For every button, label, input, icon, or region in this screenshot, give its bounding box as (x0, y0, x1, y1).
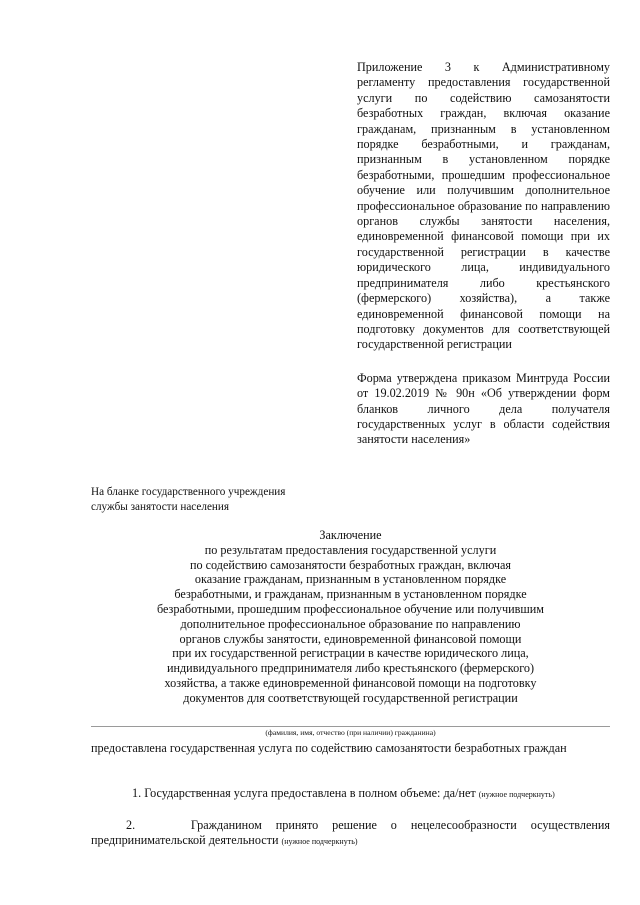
heading-line: при их государственной регистрации в качестве юридического лица, (172, 646, 529, 661)
heading-line: оказание гражданам, признанным в установленном порядке (194, 572, 507, 587)
item-1-text: Государственная услуга предоставлена в полном объеме: да/нет (144, 786, 476, 800)
item-2-text: Гражданином принято решение о нецелесообразности осуществления предпринимательской деятельности (91, 818, 611, 848)
heading-line: документов для соответствующей государственной регистрации (183, 690, 518, 705)
document-heading (91, 528, 610, 706)
form-approval-note: Форма утверждена приказом Минтруда России от 19.02.2019 № 90н «Об утверждении форм бланков личного дела получателя государственных услуг в области содействия занятости населения» (357, 370, 610, 447)
heading-line: безработными, прошедшим профессиональное обучение или получившим (156, 601, 545, 616)
heading-line: по содействию самозанятости безработных граждан, включая (189, 557, 512, 572)
heading-line: безработными, и гражданам, признанным в установленном порядке (174, 587, 527, 602)
letterhead-line-2: службы занятости населения (91, 500, 230, 513)
letterhead-line-1: На бланке государственного учреждения (91, 486, 286, 498)
item-1 (91, 786, 610, 802)
heading-line: хозяйства, а также единовременной финансовой помощи на подготовку (164, 675, 537, 690)
heading-line: индивидуального предпринимателя либо крестьянского (фермерского) (166, 661, 535, 676)
item-1-number: 1. (132, 786, 142, 800)
letterhead-note (91, 485, 351, 514)
item-2 (91, 818, 610, 850)
heading-line: органов службы занятости, единовременной финансовой помощи (179, 631, 522, 646)
appendix-text: Приложение 3 к Административному регламенту предоставления государственной услуги по содействию самозанятости безработных граждан, включая оказание гражданам, признанным в установленном порядке безработными, и гражданам, признанным в установленном порядке безработными, прошедшим профессиональное обучение или получившим дополнительное профессиональное образование по направлению органов службы занятости населения, единовременной финансовой помощи при их государственной регистрации в качестве юридического лица, индивидуального предпринимателя либо крестьянского (фермерского) хозяйства), а также единовременной финансовой помощи на подготовку документов для соответствующей государственной регистрации (357, 60, 610, 352)
item-2-note: (нужное подчеркнуть) (281, 837, 358, 847)
appendix-block (357, 60, 610, 448)
service-provided-statement: предоставлена государственная услуга по содействию самозанятости безработных граждан (91, 741, 567, 755)
full-name-caption: (фамилия, имя, отчество (при наличии) гражданина) (265, 728, 436, 737)
heading-title: Заключение (319, 528, 382, 542)
item-2-number: 2. (126, 818, 136, 832)
item-1-note: (нужное подчеркнуть) (478, 790, 555, 799)
full-name-fill-line (91, 726, 610, 727)
heading-line: по результатам предоставления государственной услуги (204, 542, 497, 557)
heading-line: дополнительное профессиональное образование по направлению (180, 616, 521, 631)
